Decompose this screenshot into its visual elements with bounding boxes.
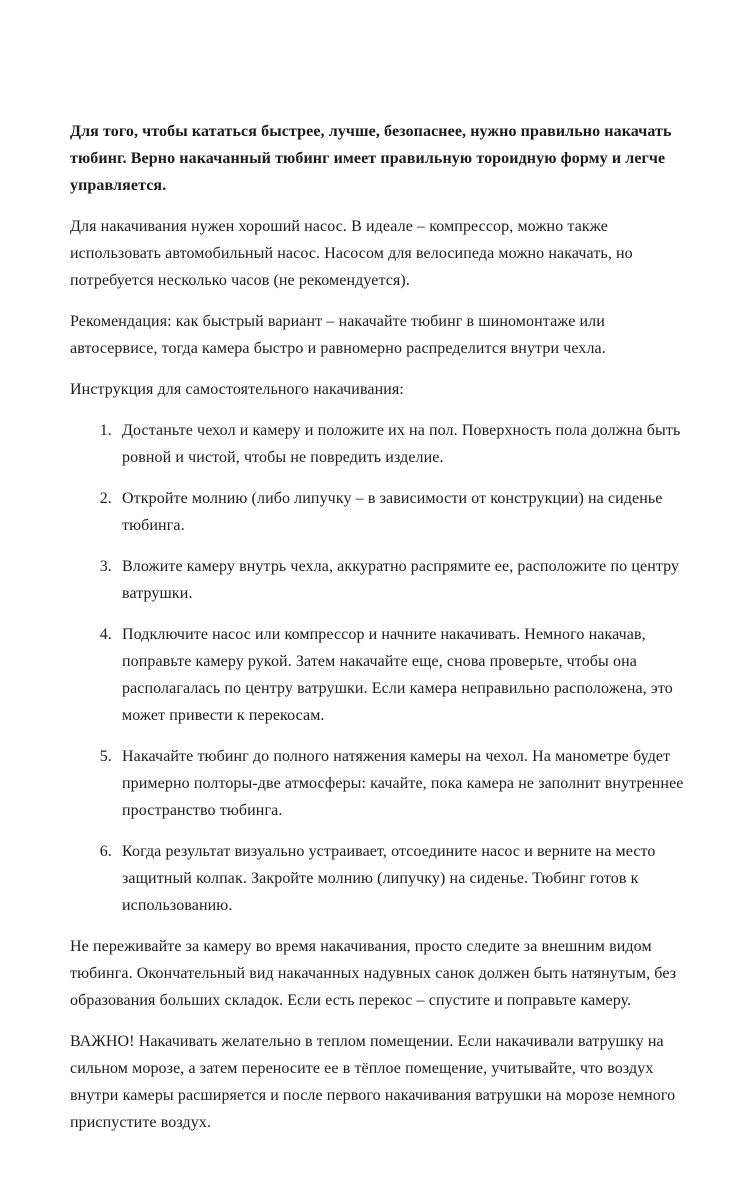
list-item-step-4: 4. Подключите насос или компрессор и начните накачивать. Немного накачав, поправьте камеру рукой. Затем накачайте еще, снова проверьте, чтобы она располагалась по центру ватрушки. Если камера неправильно расположена, это может привести к перекосам. — [116, 621, 684, 729]
list-item-step-2: 2. Откройте молнию (либо липучку – в зависимости от конструкции) на сиденье тюбинга. — [116, 485, 684, 539]
outro-paragraph: Не переживайте за камеру во время накачивания, просто следите за внешним видом тюбинга. Окончательный вид накачанных надувных санок должен быть натянутым, без образования больших складок. Если есть перекос – спустите и поправьте камеру. — [70, 938, 677, 1009]
list-item-step-3: 3. Вложите камеру внутрь чехла, аккуратно распрямите ее, расположите по центру ватрушки. — [116, 553, 684, 607]
list-item-step-5: 5. Накачайте тюбинг до полного натяжения камеры на чехол. На манометре будет примерно полторы-две атмосферы: качайте, пока камера не заполнит внутреннее пространство тюбинга. — [116, 743, 684, 824]
instructions-heading: Инструкция для самостоятельного накачивания: — [70, 381, 404, 398]
list-item-step-6: 6. Когда результат визуально устраивает, отсоедините насос и верните на место защитный колпак. Закройте молнию (липучку) на сиденье. Тюбинг готов к использованию. — [116, 838, 684, 919]
intro-paragraph: Для того, чтобы кататься быстрее, лучше, безопаснее, нужно правильно накачать тюбинг. Верно накачанный тюбинг имеет правильную тороидную форму и легче управляется. — [70, 123, 672, 194]
important-paragraph: ВАЖНО! Накачивать желательно в теплом помещении. Если накачивали ватрушку на сильном морозе, а затем переносите ее в тёплое помещение, учитывайте, что воздух внутри камеры расширяется и после первого накачивания ватрушки на морозе немного приспустите воздух. — [70, 1033, 676, 1131]
list-item-step-1: 1. Достаньте чехол и камеру и положите их на пол. Поверхность пола должна быть ровной и чистой, чтобы не повредить изделие. — [116, 417, 684, 471]
instructions-list — [70, 417, 684, 919]
pump-paragraph: Для накачивания нужен хороший насос. В идеале – компрессор, можно также использовать автомобильный насос. Насосом для велосипеда можно накачать, но потребуется несколько часов (не рекомендуется). — [70, 218, 633, 289]
recommendation-paragraph: Рекомендация: как быстрый вариант – накачайте тюбинг в шиномонтаже или автосервисе, тогда камера быстро и равномерно распределится внутри чехла. — [70, 313, 606, 357]
